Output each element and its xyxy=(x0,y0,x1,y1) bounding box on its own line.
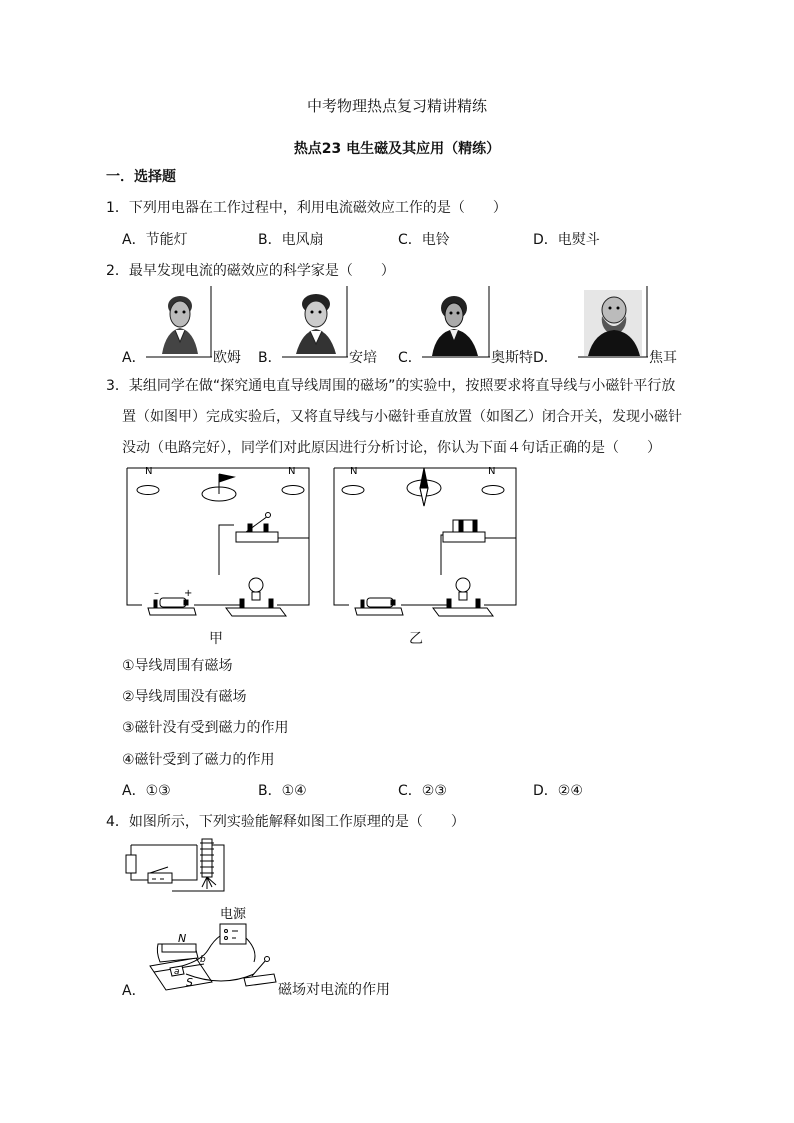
portrait-ohm-image xyxy=(146,286,212,358)
q1-option-a: A．节能灯 xyxy=(122,232,188,248)
q1-option-d: D．电熨斗 xyxy=(533,232,600,248)
circuit-figure-yi xyxy=(325,460,525,630)
q4-option-a-letter: A． xyxy=(122,983,146,999)
rod-a-label: a xyxy=(174,967,180,977)
q3-statement-4: ④磁针受到了磁力的作用 xyxy=(122,752,275,768)
magnetic-force-apparatus xyxy=(142,900,282,995)
q1-stem: 1．下列用电器在工作过程中，利用电流磁效应工作的是（ ） xyxy=(106,200,507,216)
q4-option-a-text: 磁场对电流的作用 xyxy=(278,982,390,998)
portrait-ampere-image xyxy=(282,286,348,358)
q3-option-a: A．①③ xyxy=(122,783,171,799)
q3-stem-line1: 3．某组同学在做“探究通电直导线周围的磁场”的实验中，按照要求将直导线与小磁针平行放 xyxy=(106,378,676,394)
doc-title: 中考物理热点复习精讲精练 xyxy=(306,97,487,115)
q3-statement-2: ②导线周围没有磁场 xyxy=(122,689,247,705)
minus-sign: – xyxy=(154,588,159,599)
q3-stem-line2: 置（如图甲）完成实验后，又将直导线与小磁针垂直放置（如图乙）闭合开关，发现小磁针 xyxy=(122,409,682,425)
q3-statement-1: ①导线周围有磁场 xyxy=(122,658,233,674)
q3-option-b: B．①④ xyxy=(258,783,307,799)
q3-option-c: C．②③ xyxy=(398,783,447,799)
q2-option-c-name: 奥斯特 xyxy=(491,350,533,366)
q2-stem: 2．最早发现电流的磁效应的科学家是（ ） xyxy=(106,263,395,279)
n-label-left: N xyxy=(350,466,358,477)
power-label: 电源 xyxy=(220,907,247,922)
q2-option-a-name: 欧姆 xyxy=(213,350,241,366)
portrait-oersted-image xyxy=(422,286,490,358)
q2-option-d-letter: D． xyxy=(533,350,558,366)
q1-option-c: C．电铃 xyxy=(398,232,450,248)
electromagnet-figure xyxy=(122,835,232,895)
q3-option-d: D．②④ xyxy=(533,783,583,799)
q3-stem-line3: 没动（电路完好），同学们对此原因进行分析讨论，你认为下面４句话正确的是（ ） xyxy=(122,440,661,456)
q1-option-b: B．电风扇 xyxy=(258,232,324,248)
n-label-right: N xyxy=(488,466,496,477)
q2-option-d-name: 焦耳 xyxy=(649,350,677,366)
pole-n-label: N xyxy=(178,932,187,945)
q3-statement-3: ③磁针没有受到磁力的作用 xyxy=(122,720,289,736)
rod-b-label: b xyxy=(200,955,206,965)
circuit-figure-jia xyxy=(118,460,318,630)
q4-stem: 4．如图所示，下列实验能解释如图工作原理的是（ ） xyxy=(106,814,465,830)
section-heading: 一．选择题 xyxy=(106,169,176,185)
n-label-left: N xyxy=(145,466,153,477)
q2-option-b-name: 安培 xyxy=(349,350,377,366)
fig-label-yi: 乙 xyxy=(409,631,423,647)
q2-option-a-letter: A． xyxy=(122,350,146,366)
q2-option-b-letter: B． xyxy=(258,350,282,366)
q2-option-c-letter: C． xyxy=(398,350,422,366)
plus-sign: + xyxy=(184,588,193,599)
portrait-joule-image xyxy=(578,286,648,358)
n-label-right: N xyxy=(288,466,296,477)
doc-subtitle: 热点23 电生磁及其应用（精练） xyxy=(293,141,501,157)
pole-s-label: S xyxy=(186,976,193,989)
fig-label-jia: 甲 xyxy=(209,631,223,647)
